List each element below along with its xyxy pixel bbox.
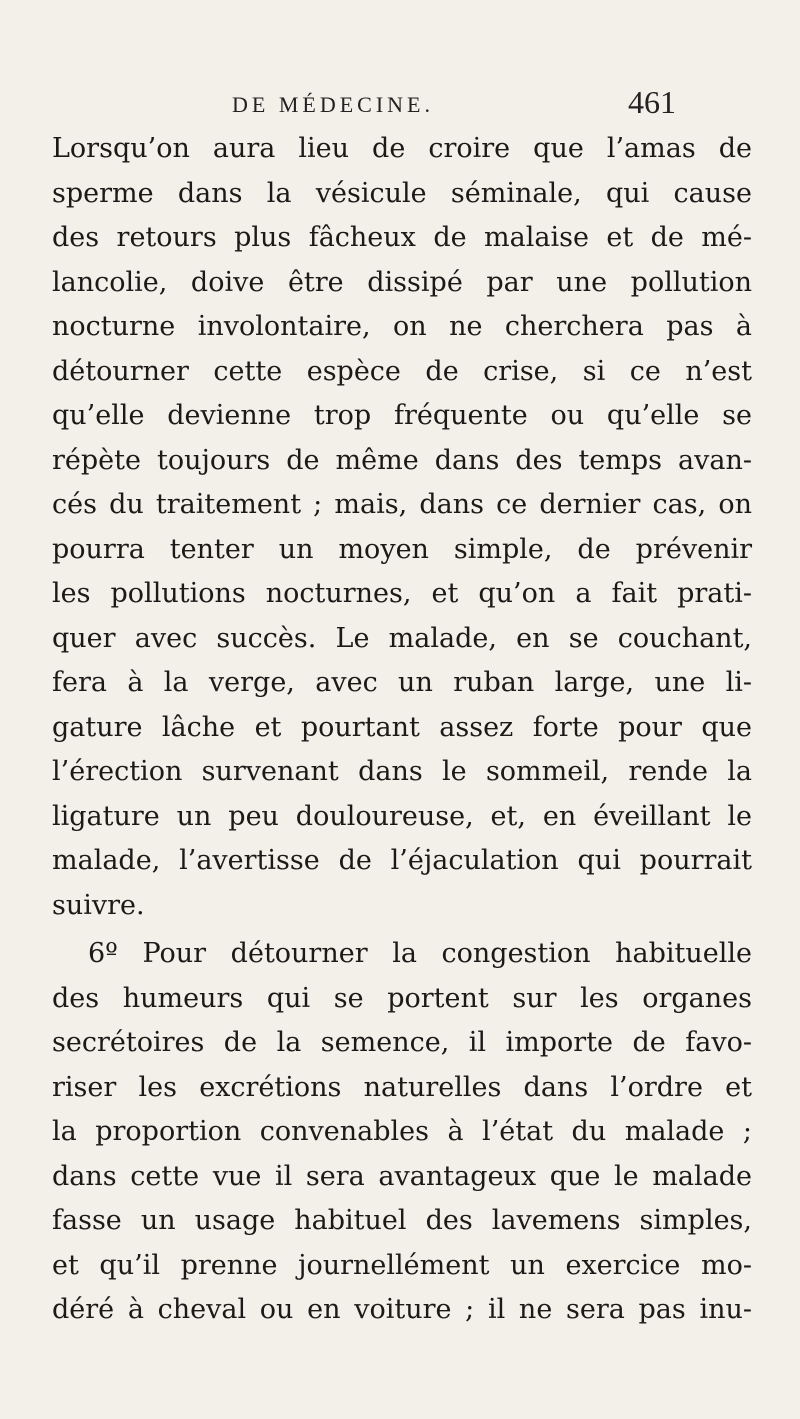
text-line: fasse un usage habituel des lavemens simples, (52, 1205, 752, 1236)
text-line: détourner cette espèce de crise, si ce n’est (52, 355, 752, 387)
text-line: déré à cheval ou en voiture ; il ne sera pas inu- (52, 1294, 752, 1325)
text-line: 6º Pour détourner la congestion habituelle (88, 938, 752, 969)
text-line: dans cette vue il sera avantageux que le malade (52, 1160, 752, 1192)
text-line: suivre. (52, 889, 145, 921)
text-line: Lorsqu’on aura lieu de croire que l’amas de (52, 133, 752, 164)
paragraph-1 (52, 127, 752, 928)
text-line: des retours plus fâcheux de malaise et de mé- (52, 222, 752, 253)
text-line: ligature un peu douloureuse, et, en éveillant le (52, 800, 752, 832)
text-line: la proportion convenables à l’état du malade ; (52, 1116, 752, 1147)
text-line: qu’elle devienne trop fréquente ou qu’elle se (52, 400, 752, 431)
text-line: l’érection survenant dans le sommeil, rende la (52, 756, 752, 787)
paragraph-2 (52, 932, 752, 1333)
text-line: gature lâche et pourtant assez forte pour que (52, 711, 752, 743)
text-line: et qu’il prenne journellément un exercice mo- (52, 1249, 752, 1281)
text-line: riser les excrétions naturelles dans l’ordre et (52, 1071, 752, 1103)
text-line: nocturne involontaire, on ne cherchera pas à (52, 311, 752, 342)
text-line: les pollutions nocturnes, et qu’on a fait prati- (52, 578, 752, 609)
text-line: pourra tenter un moyen simple, de prévenir (52, 533, 752, 565)
text-line: sperme dans la vésicule séminale, qui cause (52, 177, 752, 209)
text-line: cés du traitement ; mais, dans ce dernier cas, on (52, 489, 752, 520)
text-line: quer avec succès. Le malade, en se couchant, (52, 622, 752, 654)
running-title: DE MÉDECINE. (232, 92, 434, 117)
text-line: répète toujours de même dans des temps avan- (52, 444, 752, 476)
text-line: des humeurs qui se portent sur les organes (52, 982, 752, 1014)
page-number: 461 (628, 84, 676, 120)
body-text (52, 127, 752, 1333)
text-line: fera à la verge, avec un ruban large, une li- (52, 667, 752, 698)
text-line: secrétoires de la semence, il importe de favo- (52, 1027, 752, 1058)
text-line: lancolie, doive être dissipé par une pollution (52, 266, 752, 298)
text-line: malade, l’avertisse de l’éjaculation qui pourrait (52, 845, 752, 876)
